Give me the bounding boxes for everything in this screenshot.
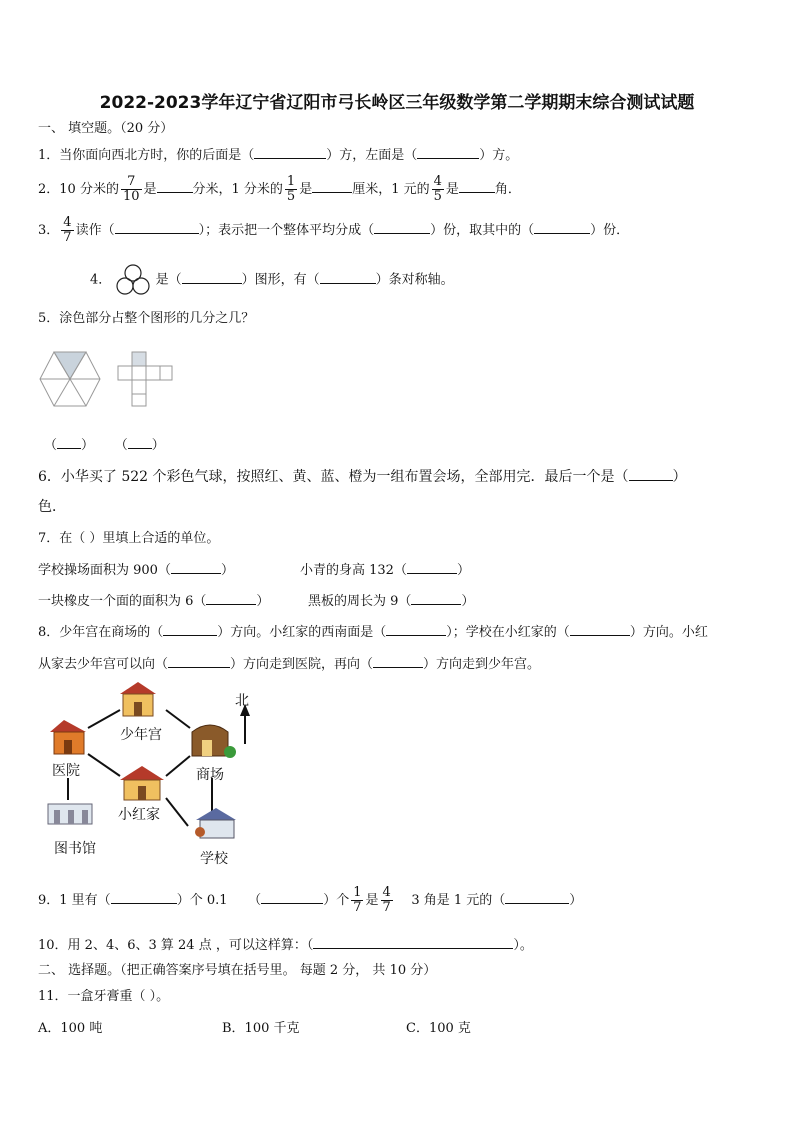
answer-blank[interactable] — [254, 146, 326, 159]
answer-blank[interactable] — [629, 468, 673, 481]
question-2: 2．10 分米的 $\frac{7}{10}$ 是 分米，1 分米的 $\frac{1}{5}$ 是 厘米，1 元的 $\frac{4}{5}$ 是 角． — [38, 174, 521, 204]
answer-blank[interactable] — [163, 623, 217, 636]
question-10: 10．用 2、4、6、3 算 24 点 ，可以这样算：（ ）。 — [38, 938, 533, 953]
answer-blank[interactable] — [171, 561, 221, 574]
home-icon — [120, 766, 164, 800]
answer-blank[interactable] — [312, 180, 352, 193]
question-1: 1．当你面向西北方时，你的后面是（ ）方，左面是（ ）方。 — [38, 148, 519, 163]
question-3: 3． $\frac{4}{7}$ 读作（ ）；表示把一个整体平均分成（ ）份，取其中的（ ）份． — [38, 215, 630, 245]
answer-blank[interactable] — [128, 436, 152, 449]
question-7: 7．在（ ）里填上合适的单位。 — [38, 531, 220, 546]
three-circles-icon — [115, 264, 151, 296]
answer-blank[interactable] — [111, 891, 177, 904]
answer-blank[interactable] — [417, 146, 479, 159]
q11-option-c[interactable]: C．100 克 — [406, 1021, 471, 1036]
path-youth-mall — [166, 710, 190, 728]
answer-blank[interactable] — [206, 592, 256, 605]
path-home-school — [166, 798, 188, 826]
answer-blank[interactable] — [168, 655, 230, 668]
q7-item-b: 小青的身高 132（ ） — [300, 563, 470, 578]
q7-item-d: 黑板的周长为 9（ ） — [308, 594, 475, 609]
question-9: 9．1 里有（ ）个 0.1 （ ）个 $\frac{1}{7}$ 是 $\frac{4}{7}$ 3 角是 1 元的（ ） — [38, 885, 583, 915]
answer-blank[interactable] — [182, 271, 242, 284]
fraction: $\frac{4}{7}$ — [382, 885, 391, 915]
question-5: 5．涂色部分占整个图形的几分之几？ — [38, 311, 255, 326]
page-title: 2022-2023学年辽宁省辽阳市弓长岭区三年级数学第二学期期末综合测试试题 — [99, 93, 695, 113]
school-icon — [195, 808, 236, 838]
answer-blank[interactable] — [320, 271, 376, 284]
q5-answers: （ ） （ ） — [44, 438, 165, 453]
question-8-line-2: 从家去少年宫可以向（ ）方向走到医院，再向（ ）方向走到少年宫。 — [38, 657, 541, 672]
question-4: 4． 是（ ）图形，有（ ）条对称轴。 — [90, 264, 454, 296]
answer-blank[interactable] — [534, 221, 590, 234]
question-8: 8．少年宫在商场的（ ）方向。小红家的西南面是（ ）；学校在小红家的（ ）方向。小红 — [38, 625, 708, 640]
library-label: 图书馆 — [54, 841, 96, 857]
q7-item-c: 一块橡皮一个面的面积为 6（ ） — [38, 594, 270, 609]
north-label: 北 — [235, 693, 249, 709]
answer-blank[interactable] — [570, 623, 630, 636]
answer-blank[interactable] — [407, 561, 457, 574]
fraction: $\frac{1}{5}$ — [286, 174, 296, 204]
path-hospital-home — [88, 754, 120, 776]
library-icon — [48, 804, 92, 824]
school-label: 学校 — [200, 851, 228, 867]
fraction: $\frac{1}{7}$ — [353, 885, 362, 915]
fraction: $\frac{7}{10}$ — [122, 174, 140, 204]
youth-palace-icon — [120, 682, 156, 716]
answer-blank[interactable] — [115, 221, 199, 234]
mall-label: 商场 — [196, 767, 224, 783]
youth-palace-label: 少年宫 — [120, 727, 162, 743]
fraction: $\frac{4}{5}$ — [433, 174, 442, 204]
answer-blank[interactable] — [261, 891, 323, 904]
mall-icon — [192, 725, 236, 758]
hospital-icon — [50, 720, 86, 754]
cube-net-figure — [112, 350, 174, 408]
question-11: 11．一盒牙膏重（ ）。 — [38, 989, 170, 1004]
answer-blank[interactable] — [459, 180, 495, 193]
q11-option-b[interactable]: B．100 千克 — [222, 1021, 300, 1036]
answer-blank[interactable] — [57, 436, 81, 449]
answer-blank[interactable] — [411, 592, 461, 605]
answer-blank[interactable] — [374, 221, 430, 234]
path-hospital-youth — [88, 710, 120, 728]
home-label: 小红家 — [118, 807, 160, 823]
answer-blank[interactable] — [373, 655, 423, 668]
path-home-mall — [166, 756, 190, 776]
q7-item-a: 学校操场面积为 900（ ） — [38, 563, 234, 578]
answer-blank[interactable] — [157, 180, 193, 193]
q11-option-a[interactable]: A．100 吨 — [38, 1021, 103, 1036]
fraction: $\frac{4}{7}$ — [63, 215, 72, 245]
answer-blank[interactable] — [386, 623, 446, 636]
question-6-line-2: 色． — [38, 499, 66, 515]
hexagon-figure — [38, 350, 102, 408]
section-2-heading: 二、 选择题。（把正确答案序号填在括号里。 每题 2 分， 共 10 分） — [38, 963, 437, 978]
question-6: 6．小华买了 522 个彩色气球，按照红、黄、蓝、橙为一组布置会场，全部用完．最后一个是（ ） — [38, 469, 687, 485]
hospital-label: 医院 — [52, 763, 80, 779]
answer-blank[interactable] — [505, 891, 569, 904]
section-1-heading: 一、 填空题。（20 分） — [38, 121, 174, 136]
answer-blank[interactable] — [313, 936, 513, 949]
